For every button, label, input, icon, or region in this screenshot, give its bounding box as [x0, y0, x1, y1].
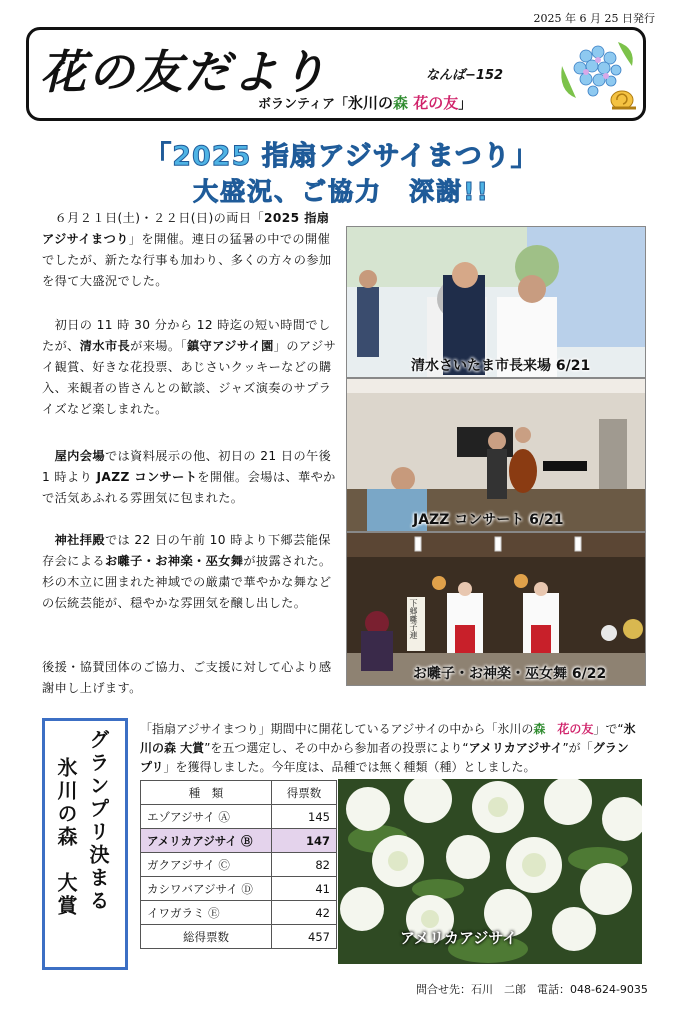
photo-caption-mayor: 清水さいたま市長来場 6/21: [411, 358, 591, 374]
organization-line: ボランティア「氷川の森 花の友」: [258, 94, 472, 112]
vote-results-table: [140, 780, 337, 949]
table-row-winner: アメリカアジサイ Ⓑ 147: [141, 829, 337, 853]
article-paragraph-5: 後援・協賛団体のご協力、ご支援に対して心より感謝申し上げます。: [42, 660, 332, 695]
hydrangea-snail-logo: [556, 36, 638, 114]
badge-b: Ⓑ: [240, 833, 253, 848]
badge-d: Ⓓ: [241, 881, 253, 896]
table-row: イワガラミ Ⓔ 42: [141, 901, 337, 925]
issue-date: 2025 年 6 月 25 日発行: [533, 12, 655, 25]
grand-prix-heading: グランプリ決まる: [86, 729, 110, 913]
article-paragraph-4: 神社拝殿では 22 日の午前 10 時より下郷芸能保存会によるお囃子・お神楽・巫女舞が披露された。杉の木立に囲まれた神域での厳粛で華やかな舞などの伝統芸能が、穏やかな雰囲気を醸し出した。: [42, 533, 332, 610]
table-row: カシワバアジサイ Ⓓ 41: [141, 877, 337, 901]
badge-c: Ⓒ: [218, 857, 230, 872]
photo-banner-text: 下郷囃子連: [409, 599, 418, 639]
table-row: ガクアジサイ Ⓒ 82: [141, 853, 337, 877]
headline-line1: 「2025 指扇アジサイまつり」: [144, 141, 539, 172]
article-paragraph-3: 屋内会場では資料展示の他、初日の 21 日の午後 1 時より JAZZ コンサートを開催。会場は、華やかで活気あふれる雰囲気に包まれた。: [42, 449, 336, 505]
award-name: 氷川の森 大賞: [54, 757, 78, 918]
issue-number: なんば−152: [426, 68, 504, 83]
table-header-row: [141, 781, 337, 805]
photo-mayor-visit: [346, 226, 646, 378]
award-description: 「指扇アジサイまつり」期間中に開花しているアジサイの中から「氷川の森 花の友」で“氷川の森 大賞”を五つ選定し、その中から参加者の投票により“アメリカアジサイ”が「グランプリ」を獲得しました。今年度は、品種では無く種類（種）としました。: [140, 722, 636, 774]
photo-jazz-concert: [346, 378, 646, 532]
contact-info: 問合せ先：石川 二郎 電話：048-624-9035: [416, 983, 648, 996]
header-type: 種 類: [141, 781, 272, 805]
article-paragraph-2: 初日の 11 時 30 分から 12 時迄の短い時間でしたが、清水市長が来場。「鎮守アジサイ園」のアジサイ観賞、好きな花投票、あじさいクッキーなどの購入、来観者の皆さんとの歓談、ジャズ演奏のサプライズなど楽しまれた。: [42, 318, 337, 416]
newsletter-title: 花の友だより: [40, 45, 328, 99]
table-total-row: 総得票数 457: [141, 925, 337, 949]
photo-caption-kagura: お囃子・お神楽・巫女舞 6/22: [413, 666, 607, 682]
photo-american-hydrangea: [338, 779, 642, 964]
grand-prix-banner: [42, 718, 128, 970]
headline-line2: 大盛況、ご協力 深謝!!: [193, 177, 490, 206]
photo-caption-hydrangea: アメリカアジサイ: [400, 929, 518, 947]
header-votes: 得票数: [272, 781, 337, 805]
photo-shrine-dance: [346, 532, 646, 686]
badge-a: Ⓐ: [218, 809, 230, 824]
badge-e: Ⓔ: [208, 905, 220, 920]
article-paragraph-1: ６月２１日(土)・２２日(日)の両日「2025 指扇アジサイまつり」を開催。連日の猛暑の中での開催でしたが、新たな行事も加わり、多くの方々の参加を得て大盛況でした。: [42, 211, 332, 288]
table-row: エゾアジサイ Ⓐ 145: [141, 805, 337, 829]
photo-caption-jazz: JAZZ コンサート 6/21: [413, 512, 564, 528]
